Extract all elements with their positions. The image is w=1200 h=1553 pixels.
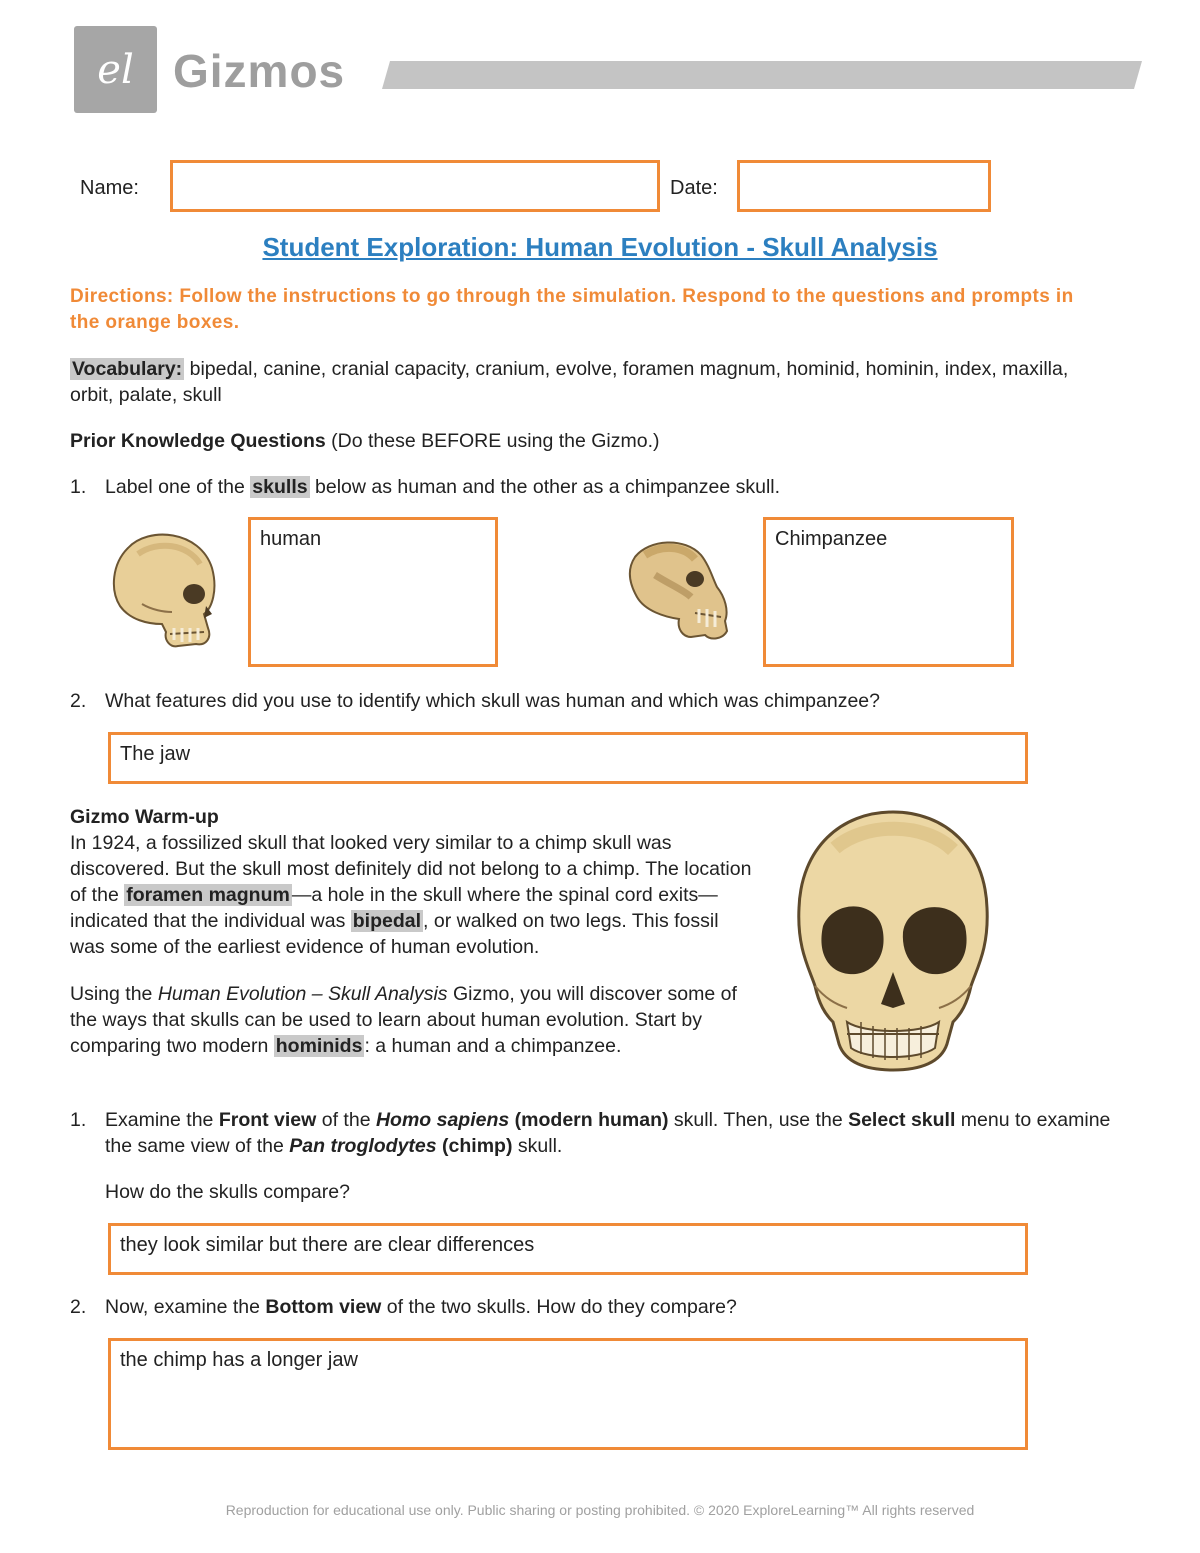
answer-human: human	[260, 528, 322, 550]
answer-bottom-view: the chimp has a longer jaw	[120, 1349, 358, 1371]
name-field[interactable]	[170, 160, 660, 212]
warmup-heading: Gizmo Warm-up	[70, 806, 219, 828]
question-1-prompt: How do the skulls compare?	[105, 1181, 350, 1203]
logo-glyph: el	[97, 46, 134, 93]
prior-knowledge-heading: Prior Knowledge Questions (Do these BEFORE using the Gizmo.)	[70, 430, 660, 452]
explorelearning-logo	[74, 26, 157, 113]
human-skull-front-image	[795, 808, 991, 1074]
answer-box-features[interactable]	[108, 732, 1028, 784]
vocabulary-label: Vocabulary:	[72, 358, 183, 380]
answer-box-front-view[interactable]	[108, 1223, 1028, 1275]
page-title: Student Exploration: Human Evolution - Skull Analysis	[262, 232, 938, 262]
warmup-paragraph-1: In 1924, a fossilized skull that looked very similar to a chimp skull was discovered. But the skull most definitely did not belong to a chimp. The location of the foramen magnum —a hole in the skull where the spinal cord exits—indicated that the individual was bipedal , or walked on two legs. This fossil was some of the earliest evidence of human evolution.	[70, 832, 752, 958]
date-field[interactable]	[737, 160, 991, 212]
directions-text: Directions: Follow the instructions to go through the simulation. Respond to the questions and prompts in the orange boxes.	[70, 286, 1074, 333]
vocabulary-list: bipedal, canine, cranial capacity, cranium, evolve, foramen magnum, hominid, hominin, index, maxilla, orbit, palate, skull	[70, 358, 1069, 406]
vocabulary	[70, 356, 1110, 408]
header-bar	[382, 61, 1142, 89]
footer-copyright: Reproduction for educational use only. Public sharing or posting prohibited. © 2020 ExploreLearning™ All rights reserved	[225, 1502, 975, 1518]
answer-front-view: they look similar but there are clear differences	[120, 1234, 535, 1256]
chimp-skull-side-image	[625, 535, 733, 645]
brand-name: Gizmos	[173, 45, 346, 97]
human-skull-side-image	[108, 528, 220, 650]
answer-box-bottom-view[interactable]	[108, 1338, 1028, 1450]
name-label: Name:	[80, 177, 139, 199]
answer-box-chimpanzee[interactable]	[763, 517, 1014, 667]
name-value	[173, 163, 657, 171]
warmup-paragraph-2: Using the Human Evolution – Skull Analysis Gizmo, you will discover some of the ways that skulls can be used to learn about human evolution. Start by comparing two modern hominids : a human and a chimpanzee.	[70, 983, 737, 1057]
date-label: Date:	[670, 177, 718, 199]
date-value	[740, 163, 988, 171]
answer-chimpanzee: Chimpanzee	[775, 528, 888, 550]
answer-features: The jaw	[120, 743, 191, 765]
answer-box-human[interactable]	[248, 517, 498, 667]
